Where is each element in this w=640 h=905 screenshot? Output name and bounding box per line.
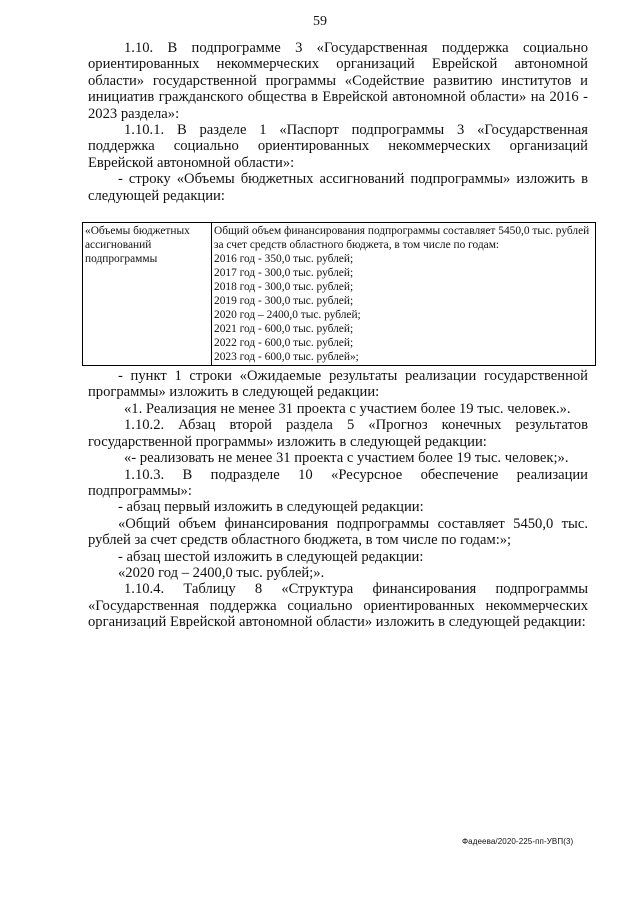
paragraph-quote-1: «1. Реализация не менее 31 проекта с участием более 19 тыс. человек.».	[124, 400, 571, 417]
table-year-line: 2018 год - 300,0 тыс. рублей;	[214, 281, 354, 294]
page-number: 59	[313, 14, 327, 29]
paragraph-quote-4: «2020 год – 2400,0 тыс. рублей;».	[118, 564, 325, 581]
footer-reference: Фадеева/2020-225-пп-УВП(3)	[462, 837, 574, 846]
paragraph-1-10-1: 1.10.1. В разделе 1 «Паспорт подпрограммы 3 «Государственная поддержка социально ориентированных некоммерческих организаций Еврейской автономной области»:	[88, 122, 588, 171]
passport-table	[82, 222, 596, 366]
paragraph-1-10-3: 1.10.3. В подразделе 10 «Ресурсное обеспечение реализации подпрограммы»:	[88, 466, 588, 499]
paragraph-1-10-2: 1.10.2. Абзац второй раздела 5 «Прогноз конечных результатов государственной программы» изложить в следующей редакции:	[88, 417, 588, 450]
table-year-line: 2017 год - 300,0 тыс. рублей;	[214, 267, 354, 280]
paragraph-item-1: - пункт 1 строки «Ожидаемые результаты реализации государственной программы» изложить в следующей редакции:	[88, 368, 588, 401]
table-year-line: 2023 год - 600,0 тыс. рублей»;	[214, 351, 359, 364]
table-cell-label: «Объемы бюджетных ассигнований подпрограммы	[83, 223, 212, 366]
paragraph-quote-2: «- реализовать не менее 31 проекта с участием более 19 тыс. человек;».	[124, 450, 569, 467]
paragraph-abzac-1: - абзац первый изложить в следующей редакции:	[118, 499, 424, 516]
table-year-line: 2022 год - 600,0 тыс. рублей;	[214, 337, 354, 350]
table-cell-content	[212, 223, 596, 366]
paragraph-abzac-6: - абзац шестой изложить в следующей редакции:	[118, 548, 424, 565]
table-year-line: 2016 год - 350,0 тыс. рублей;	[214, 253, 354, 266]
spacer	[88, 204, 588, 220]
paragraph-1-10: 1.10. В подпрограмме 3 «Государственная поддержка социально ориентированных некоммерческих организаций Еврейской автономной области» государственной программы «Содействие развитию институтов и инициатив гражданского общества в Еврейской автономной области» на 2016 - 2023 раздела»:	[88, 40, 588, 122]
table-intro-text: Общий объем финансирования подпрограммы составляет 5450,0 тыс. рублей за счет средств областного бюджета, в том числе по годам:	[214, 225, 590, 252]
table-year-line: 2021 год - 600,0 тыс. рублей;	[214, 323, 354, 336]
paragraph-budget-row: - строку «Объемы бюджетных ассигнований подпрограммы» изложить в следующей редакции:	[88, 171, 588, 204]
table-year-line: 2020 год – 2400,0 тыс. рублей;	[214, 309, 361, 322]
paragraph-quote-3: «Общий объем финансирования подпрограммы составляет 5450,0 тыс. рублей за счет средств областного бюджета, в том числе по годам:»;	[88, 515, 588, 549]
table-row	[83, 223, 596, 366]
document-body	[85, 40, 590, 631]
paragraph-1-10-4: 1.10.4. Таблицу 8 «Структура финансирования подпрограммы «Государственная поддержка социально ориентированных некоммерческих организаций Еврейской автономной области» изложить в следующей редакции:	[88, 581, 588, 631]
table-year-line: 2019 год - 300,0 тыс. рублей;	[214, 295, 354, 308]
